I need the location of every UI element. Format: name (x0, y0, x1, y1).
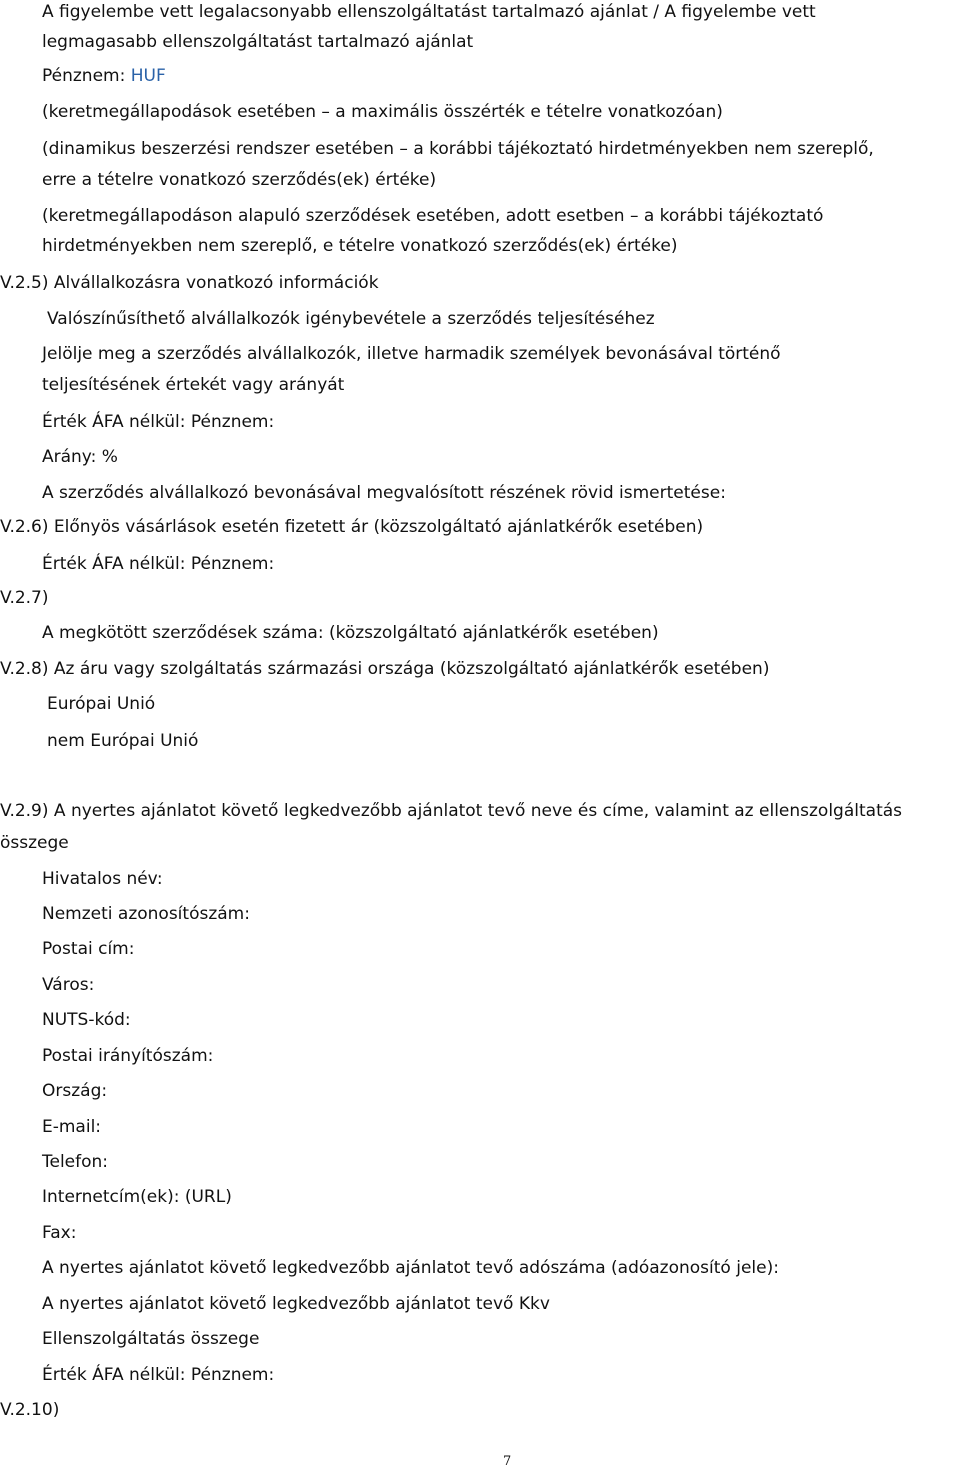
page-number: 7 (503, 1454, 512, 1469)
option-eu: Európai Unió (47, 694, 156, 714)
currency-label: Pénznem: (42, 66, 126, 86)
field-label: Internetcím(ek): (URL) (42, 1187, 232, 1207)
text-line: A figyelembe vett legalacsonyabb ellenszolgáltatást tartalmazó ajánlat / A figyelembe vett (42, 2, 816, 22)
field-label: Város: (42, 975, 95, 995)
text-line: Arány: % (42, 447, 118, 467)
field-label: Fax: (42, 1223, 77, 1243)
text-line: Érték ÁFA nélkül: Pénznem: (42, 554, 275, 574)
currency-line (42, 65, 166, 87)
text-line: (keretmegállapodások esetében – a maximális összérték e tételre vonatkozóan) (42, 102, 723, 122)
text-line: Jelölje meg a szerződés alvállalkozók, illetve harmadik személyek bevonásával történő (42, 344, 781, 364)
field-label: A nyertes ajánlatot követő legkedvezőbb ajánlatot tevő adószáma (adóazonosító jele): (42, 1258, 779, 1278)
field-label: NUTS-kód: (42, 1010, 131, 1030)
text-line: hirdetményekben nem szereplő, e tételre vonatkozó szerződés(ek) értéke) (42, 236, 678, 256)
section-heading-v210: V.2.10) (0, 1400, 60, 1420)
currency-value: HUF (130, 66, 166, 86)
field-label: Nemzeti azonosítószám: (42, 904, 250, 924)
field-label: Telefon: (42, 1152, 109, 1172)
text-line: (keretmegállapodáson alapuló szerződések esetében, adott esetben – a korábbi tájékoztató (42, 206, 824, 226)
text-line: A szerződés alvállalkozó bevonásával megvalósított részének rövid ismertetése: (42, 483, 726, 503)
section-heading-v28: V.2.8) Az áru vagy szolgáltatás származási országa (közszolgáltató ajánlatkérők esetében) (0, 659, 770, 679)
text-line: Érték ÁFA nélkül: Pénznem: (42, 412, 275, 432)
text-line: összege (0, 833, 69, 853)
field-label: Érték ÁFA nélkül: Pénznem: (42, 1365, 275, 1385)
field-label: Hivatalos név: (42, 869, 163, 889)
field-label: A nyertes ajánlatot követő legkedvezőbb ajánlatot tevő Kkv (42, 1294, 550, 1314)
section-heading-v26: V.2.6) Előnyös vásárlások esetén fizetett ár (közszolgáltató ajánlatkérők esetében) (0, 517, 704, 537)
text-line: erre a tételre vonatkozó szerződés(ek) értéke) (42, 170, 437, 190)
section-heading-v25: V.2.5) Alvállalkozásra vonatkozó információk (0, 273, 379, 293)
text-line: legmagasabb ellenszolgáltatást tartalmazó ajánlat (42, 32, 474, 52)
option-non-eu: nem Európai Unió (47, 731, 199, 751)
section-heading-v27: V.2.7) (0, 588, 49, 608)
text-line: teljesítésének értekét vagy arányát (42, 375, 345, 395)
field-label: Postai cím: (42, 939, 135, 959)
text-line: A megkötött szerződések száma: (közszolgáltató ajánlatkérők esetében) (42, 623, 659, 643)
field-label: Postai irányítószám: (42, 1046, 214, 1066)
field-label: E-mail: (42, 1117, 102, 1137)
field-label: Ellenszolgáltatás összege (42, 1329, 260, 1349)
text-line: Valószínűsíthető alvállalkozók igénybevétele a szerződés teljesítéséhez (47, 309, 655, 329)
text-line: (dinamikus beszerzési rendszer esetében – a korábbi tájékoztató hirdetményekben nem szereplő, (42, 139, 874, 159)
section-heading-v29: V.2.9) A nyertes ajánlatot követő legkedvezőbb ajánlatot tevő neve és címe, valamint az ellenszolgáltatás (0, 801, 903, 821)
field-label: Ország: (42, 1081, 108, 1101)
